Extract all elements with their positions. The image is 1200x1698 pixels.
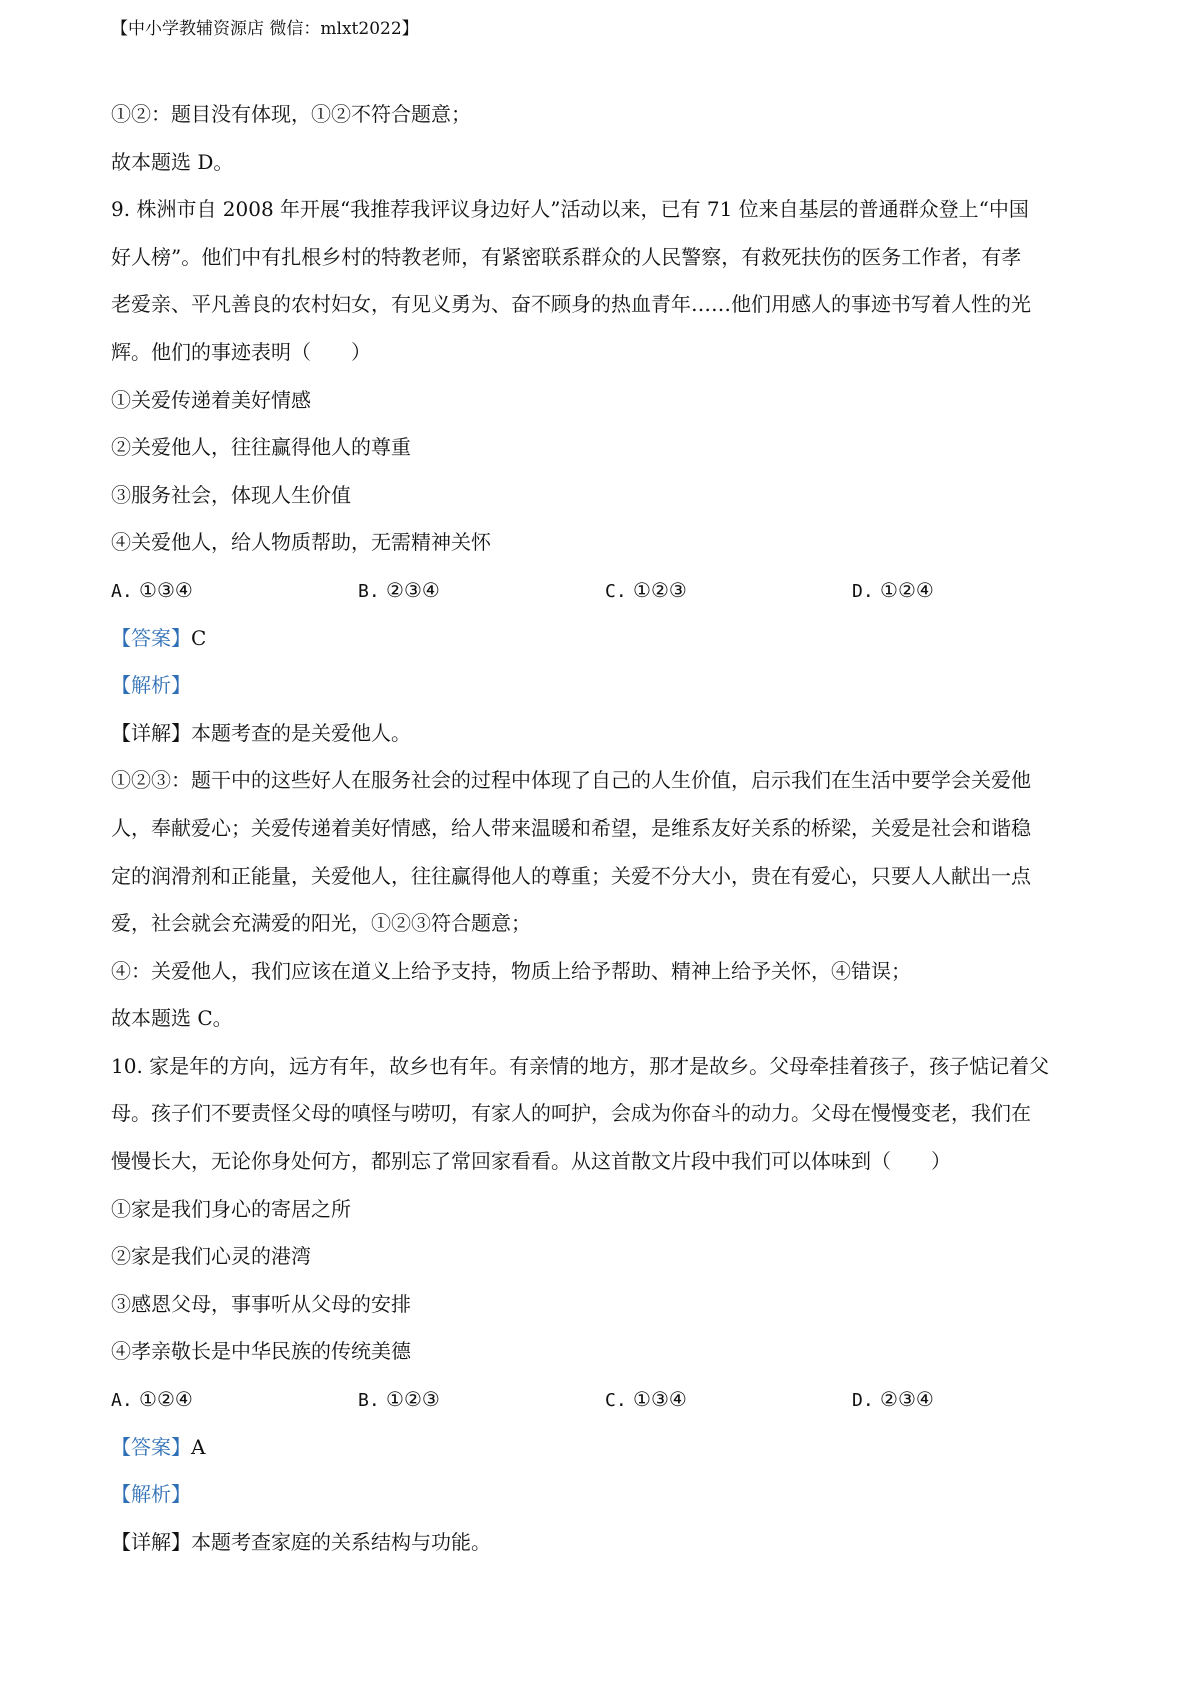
answer-value: C (191, 625, 207, 650)
q9-analysis (111, 671, 1101, 719)
choice-letter: A. (111, 580, 133, 602)
q10-choice-c (605, 1385, 687, 1415)
q10-answer (111, 1433, 1101, 1481)
choice-text: ①②④ (880, 577, 934, 602)
q9-stem-line-1: 9. 株洲市自 2008 年开展“我推荐我评议身边好人”活动以来，已有 71 位来自基层的普通群众登上“中国 (111, 197, 1029, 222)
choice-letter: D. (852, 1390, 874, 1412)
q10-analysis (111, 1480, 1101, 1528)
q10-choices (111, 1385, 1101, 1433)
page-header: 【中小学教辅资源店 微信：mlxt2022】 (111, 19, 419, 39)
q10-item-4: ④孝亲敬长是中华民族的传统美德 (111, 1339, 411, 1364)
answer-tag: 【答案】 (111, 1434, 191, 1459)
choice-letter: C. (605, 1390, 627, 1412)
q9-item-3: ③服务社会，体现人生价值 (111, 482, 351, 507)
q10-choice-b (358, 1385, 440, 1415)
choice-letter: A. (111, 1390, 133, 1412)
choice-text: ①②④ (139, 1387, 193, 1412)
q9-explanation-line-3: 定的润滑剂和正能量，关爱他人，往往赢得他人的尊重；关爱不分大小，贵在有爱心，只要人人献出一点 (111, 863, 1031, 888)
q10-choice-d (852, 1385, 934, 1415)
q9-explanation-line-2: 人，奉献爱心；关爱传递着美好情感，给人带来温暖和希望，是维系友好关系的桥梁，关爱是社会和谐稳 (111, 815, 1031, 840)
choice-letter: D. (852, 580, 874, 602)
analysis-tag: 【解析】 (111, 1482, 191, 1507)
q10-detail (111, 1528, 1101, 1576)
prev-conclusion-line: 故本题选 D。 (111, 149, 234, 174)
detail-intro: 本题考查家庭的关系结构与功能。 (191, 1529, 491, 1554)
choice-text: ①②③ (386, 1387, 440, 1412)
q9-choice-d (852, 576, 934, 606)
prev-explanation-line: ①②：题目没有体现，①②不符合题意； (111, 102, 471, 126)
detail-intro: 本题考查的是关爱他人。 (191, 720, 411, 745)
q10-stem-line-3: 慢慢长大，无论你身处何方，都别忘了常回家看看。从这首散文片段中我们可以体味到（ ） (111, 1149, 951, 1174)
choice-letter: B. (358, 1390, 380, 1412)
analysis-tag: 【解析】 (111, 673, 191, 698)
choice-text: ①③④ (139, 577, 193, 602)
q9-stem-line-4: 辉。他们的事迹表明（ ） (111, 339, 371, 364)
q9-explanation-line-5: ④：关爱他人，我们应该在道义上给予支持，物质上给予帮助、精神上给予关怀，④错误； (111, 958, 911, 983)
q9-stem-line-2: 好人榜”。他们中有扎根乡村的特教老师，有紧密联系群众的人民警察，有救死扶伤的医务工作者，有孝 (111, 244, 1022, 269)
q9-detail (111, 719, 1101, 767)
q10-choice-a (111, 1385, 193, 1415)
answer-value: A (191, 1434, 206, 1459)
choice-text: ①③④ (633, 1387, 687, 1412)
q10-stem-line-2: 母。孩子们不要责怪父母的嗔怪与唠叨，有家人的呵护，会成为你奋斗的动力。父母在慢慢变老，我们在 (111, 1101, 1031, 1126)
q9-answer (111, 624, 1101, 672)
q10-item-1: ①家是我们身心的寄居之所 (111, 1196, 351, 1221)
question-10 (111, 1052, 1101, 1576)
question-9 (111, 195, 1101, 1052)
answer-tag: 【答案】 (111, 625, 191, 650)
q10-item-2: ②家是我们心灵的港湾 (111, 1244, 311, 1269)
q9-explanation-line-4: 爱，社会就会充满爱的阳光，①②③符合题意； (111, 911, 531, 936)
choice-text: ①②③ (633, 577, 687, 602)
q9-choices (111, 576, 1101, 624)
q9-stem-line-3: 老爱亲、平凡善良的农村妇女，有见义勇为、奋不顾身的热血青年……他们用感人的事迹书写着人性的光 (111, 292, 1031, 317)
q9-explanation-line-6: 故本题选 C。 (111, 1006, 233, 1031)
q10-stem-line-1: 10. 家是年的方向，远方有年，故乡也有年。有亲情的地方，那才是故乡。父母牵挂着孩子，孩子惦记着父 (111, 1053, 1050, 1078)
detail-tag: 【详解】 (111, 720, 191, 745)
q9-choice-c (605, 576, 687, 606)
q9-item-4: ④关爱他人，给人物质帮助，无需精神关怀 (111, 530, 491, 555)
q10-item-3: ③感恩父母，事事听从父母的安排 (111, 1291, 411, 1316)
detail-tag: 【详解】 (111, 1529, 191, 1554)
q9-explanation-line-1: ①②③：题干中的这些好人在服务社会的过程中体现了自己的人生价值，启示我们在生活中要学会关爱他 (111, 768, 1031, 793)
document-body (111, 100, 1101, 1575)
choice-letter: B. (358, 580, 380, 602)
choice-letter: C. (605, 580, 627, 602)
choice-text: ②③④ (880, 1387, 934, 1412)
q9-choice-a (111, 576, 193, 606)
q9-choice-b (358, 576, 440, 606)
choice-text: ②③④ (386, 577, 440, 602)
q9-item-2: ②关爱他人，往往赢得他人的尊重 (111, 435, 411, 460)
q9-item-1: ①关爱传递着美好情感 (111, 387, 311, 412)
